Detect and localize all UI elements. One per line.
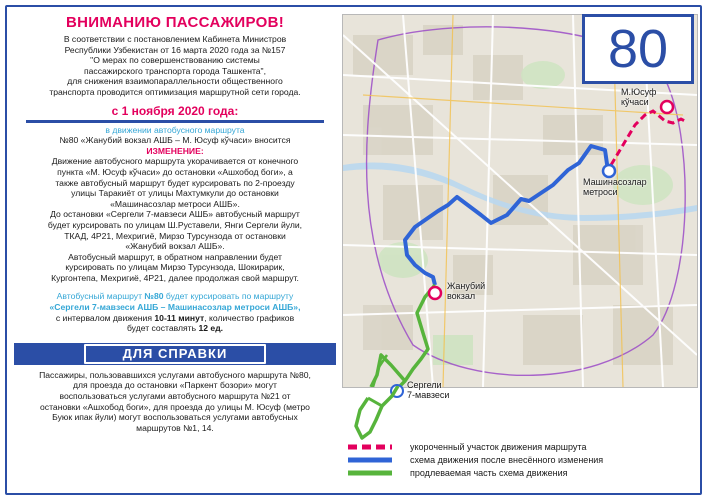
reference-title: ДЛЯ СПРАВКИ <box>122 346 228 362</box>
legend-text: продлеваемая часть схема движения <box>410 467 568 478</box>
reference-line: Пассажиры, пользовавшихся услугами автобусного маршрута №80, <box>39 369 311 380</box>
legend-text: схема движения после внесённого изменения <box>410 454 604 465</box>
legend-item-extended <box>348 466 688 479</box>
summary-text: Автобусный маршрут <box>56 291 145 302</box>
stop-marker-yusuf <box>661 101 673 113</box>
detail-line: улицы Таракиёт от улицы Махтумкули до остановки <box>71 188 279 199</box>
summary-line <box>14 313 336 324</box>
map-legend <box>348 440 688 479</box>
stop-marker-janubiy <box>429 287 441 299</box>
stop-label-line: М.Юсуф <box>621 87 657 97</box>
summary-text: с интервалом движения <box>55 312 155 323</box>
route-line: в движении автобусного маршрута <box>105 124 245 135</box>
reference-line: воспользоваться услугами автобусного маршрута №21 от <box>59 391 291 402</box>
date-divider <box>26 120 324 123</box>
summary-interval: 10-11 минут <box>154 312 205 323</box>
stop-label-janubiy <box>447 281 485 301</box>
detail-line: будет курсировать по улицам Ш.Руставели, Янги Сергели йули, <box>47 219 303 230</box>
legend-swatch-green <box>348 470 392 476</box>
change-label: ИЗМЕНЕНИЕ: <box>146 145 204 156</box>
reference-title-box <box>84 344 266 364</box>
intro-line: В соответствии с постановлением Кабинета Министров <box>63 34 287 44</box>
summary-line <box>14 323 336 334</box>
detail-line: «Машинасозлар метроси АШБ». <box>110 198 240 209</box>
legend-item-shortened <box>348 440 688 453</box>
summary-route-name: «Сергели 7-мавзеси АШБ – Машинасозлар метроси АШБ», <box>49 302 301 313</box>
legend-text: укороченный участок движения маршрута <box>410 441 587 452</box>
summary-route-number: №80 <box>144 291 164 302</box>
stop-label-line: кўчаси <box>621 97 649 107</box>
reference-line: для проезда до остановки «Паркент бозори» могут <box>73 380 277 391</box>
detail-line: «Жанубий вокзал АШБ». <box>125 241 225 252</box>
legend-item-new-scheme <box>348 453 688 466</box>
detail-line: курсировать по улицам Мирзо Турсунзода, Шокирарик, <box>65 262 285 273</box>
summary-text: , количество графиков <box>204 312 295 323</box>
route-number-badge <box>582 14 694 84</box>
legend-swatch-blue <box>348 457 392 463</box>
stop-label-line: Жанубий <box>447 281 486 291</box>
stop-marker-mashinasozlar <box>603 165 615 177</box>
spacer <box>14 283 336 291</box>
intro-line: Республики Узбекистан от 16 марта 2020 года за №157 <box>64 44 286 55</box>
intro-line: транспорта проводится оптимизация маршрутной сети города. <box>49 86 301 97</box>
reference-line: маршрутов №1, 14. <box>136 422 214 433</box>
summary-line <box>14 291 336 302</box>
stop-label-yusuf <box>621 87 656 107</box>
route-line: №80 «Жанубий вокзал АШБ – М. Юсуф кўчаси» вносится <box>59 135 291 146</box>
reference-line: остановки «Ашхобод боги», для проезда до улицы М. Юсуф (метро <box>40 401 310 412</box>
reference-header <box>14 343 336 365</box>
detail-line: Кургонтепа, Мехригиё, 4Р21, далее продолжая свой маршрут. <box>51 272 299 283</box>
route-number: 80 <box>607 19 669 79</box>
detail-line: ТКАД, 4Р21, Мехригиё, Мирзо Турсунзода от остановки <box>64 230 286 241</box>
route-extension-lower <box>342 386 422 440</box>
legend-swatch-dashed <box>348 444 392 450</box>
intro-line: "О мерах по совершенствованию системы <box>90 55 260 66</box>
date-heading: с 1 ноября 2020 года: <box>111 103 239 118</box>
detail-line: также автобусный маршрут будет курсировать по 2-проезду <box>55 177 295 188</box>
stop-label-line: метроси <box>583 187 618 197</box>
stop-label-line: Машинасозлар <box>583 177 647 187</box>
summary-count: 12 ед. <box>198 323 224 334</box>
stop-label-mashinasozlar <box>583 177 647 197</box>
reference-line: Буюк ипак йули) могут воспользоваться услугами автобусных <box>52 412 298 423</box>
intro-line: для снижения взаимопараллельности общественного <box>67 76 283 87</box>
detail-line: пункта «М. Юсуф кўчаси» до остановки «Ашхобод боги», а <box>57 166 293 177</box>
summary-text: будет курсировать по маршруту <box>163 291 294 302</box>
detail-line: Автобусный маршрут, в обратном направлении будет <box>68 251 282 262</box>
detail-line: Движение автобусного маршрута укорачивается от конечного <box>51 156 299 167</box>
intro-line: пассажирского транспорта города Ташкента", <box>84 65 266 76</box>
stop-label-line: Сергели <box>407 380 442 390</box>
summary-text: будет составлять <box>126 323 199 334</box>
notice-title: ВНИМАНИЮ ПАССАЖИРОВ! <box>65 14 285 31</box>
notice-text-column <box>14 14 336 492</box>
stop-label-line: 7-мавзеси <box>407 390 450 400</box>
stop-label-line: вокзал <box>447 291 476 301</box>
detail-line: До остановки «Сергели 7-мавзеси АШБ» автобусный маршрут <box>50 209 300 220</box>
